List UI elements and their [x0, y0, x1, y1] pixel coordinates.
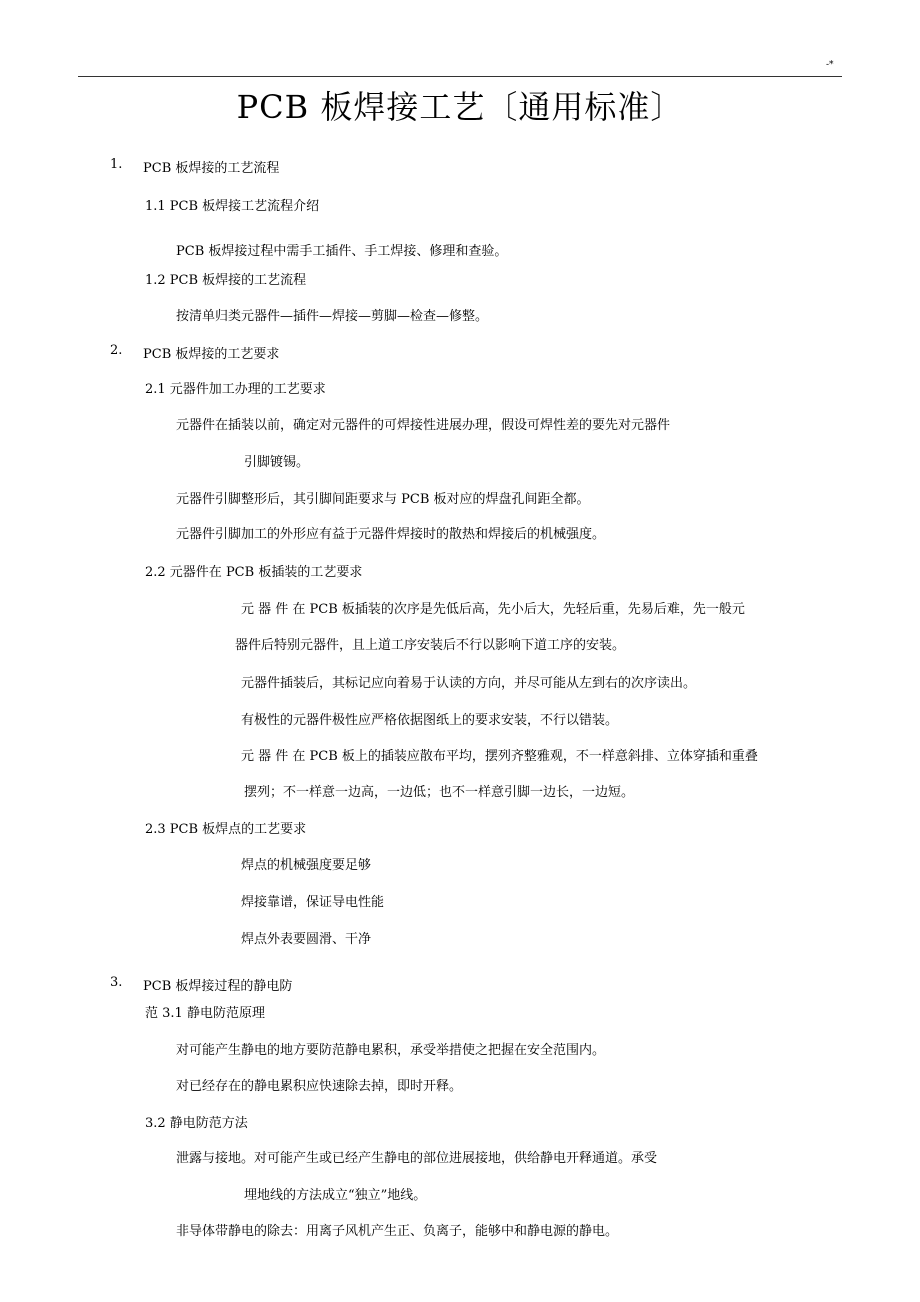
section-number: 2.	[110, 343, 123, 358]
subsection-heading: 1.1 PCB 板焊接工艺流程介绍	[145, 199, 320, 214]
paragraph-line: 元器件在插装以前，确定对元器件的可焊接性进展办理，假设可焊性差的要先对元器件	[176, 418, 671, 433]
paragraph-line: 非导体带静电的除去：用离子风机产生正、负离子，能够中和静电源的静电。	[176, 1224, 619, 1239]
paragraph-line: 焊点的机械强度要足够	[241, 858, 372, 873]
document-title: PCB 板焊接工艺〔通用标准〕	[236, 88, 684, 126]
subsection-heading: 2.1 元器件加工办理的工艺要求	[145, 382, 326, 397]
paragraph-line: 元器件引脚加工的外形应有益于元器件焊接时的散热和焊接后的机械强度。	[176, 527, 606, 542]
paragraph-line: 摆列；不一样意一边高，一边低；也不一样意引脚一边长，一边短。	[244, 785, 635, 800]
subsection-heading: 3.2 静电防范方法	[145, 1116, 248, 1131]
paragraph-line: 元器件引脚整形后，其引脚间距要求与 PCB 板对应的焊盘孔间距全都。	[176, 492, 590, 507]
section-number: 1.	[110, 157, 123, 172]
paragraph-line: 有极性的元器件极性应严格依据图纸上的要求安装，不行以错装。	[241, 713, 619, 728]
section-heading: PCB 板焊接过程的静电防	[143, 979, 293, 994]
subsection-heading: 2.3 PCB 板焊点的工艺要求	[145, 822, 307, 837]
paragraph-line: 焊接靠谱，保证导电性能	[241, 895, 385, 910]
section-number: 3.	[110, 975, 123, 990]
paragraph-line: 器件后特别元器件，且上道工序安装后不行以影响下道工序的安装。	[235, 638, 626, 653]
paragraph-line: 焊点外表要圆滑、干净	[241, 932, 372, 947]
paragraph-line: 按清单归类元器件—插件—焊接—剪脚—检查—修整。	[176, 309, 489, 324]
paragraph-line: 元 器 件 在 PCB 板插装的次序是先低后高，先小后大，先轻后重，先易后难，先一般元	[241, 602, 745, 617]
section-heading: PCB 板焊接的工艺要求	[143, 347, 280, 362]
paragraph-line: 泄露与接地。对可能产生或已经产生静电的部位进展接地，供给静电开释通道。承受	[176, 1151, 658, 1166]
paragraph-line: 埋地线的方法成立“独立”地线。	[244, 1188, 427, 1203]
paragraph-line: 元 器 件 在 PCB 板上的插装应散布平均，摆列齐整雅观，不一样意斜排、立体穿插和重叠	[241, 749, 758, 764]
subsection-heading: 范 3.1 静电防范原理	[145, 1006, 265, 1021]
paragraph-line: 引脚镀锡。	[244, 455, 310, 470]
header-rule	[78, 76, 842, 77]
subsection-heading: 1.2 PCB 板焊接的工艺流程	[145, 273, 307, 288]
paragraph-line: PCB 板焊接过程中需手工插件、手工焊接、修理和查验。	[176, 244, 508, 259]
paragraph-line: 对已经存在的静电累积应快速除去掉，即时开释。	[176, 1079, 463, 1094]
subsection-heading: 2.2 元器件在 PCB 板插装的工艺要求	[145, 565, 363, 580]
paragraph-line: 元器件插装后，其标记应向着易于认读的方向，并尽可能从左到右的次序读出。	[241, 676, 697, 691]
section-heading: PCB 板焊接的工艺流程	[143, 161, 280, 176]
header-mark: -*	[826, 60, 834, 70]
paragraph-line: 对可能产生静电的地方要防范静电累积，承受举措使之把握在安全范围内。	[176, 1043, 606, 1058]
